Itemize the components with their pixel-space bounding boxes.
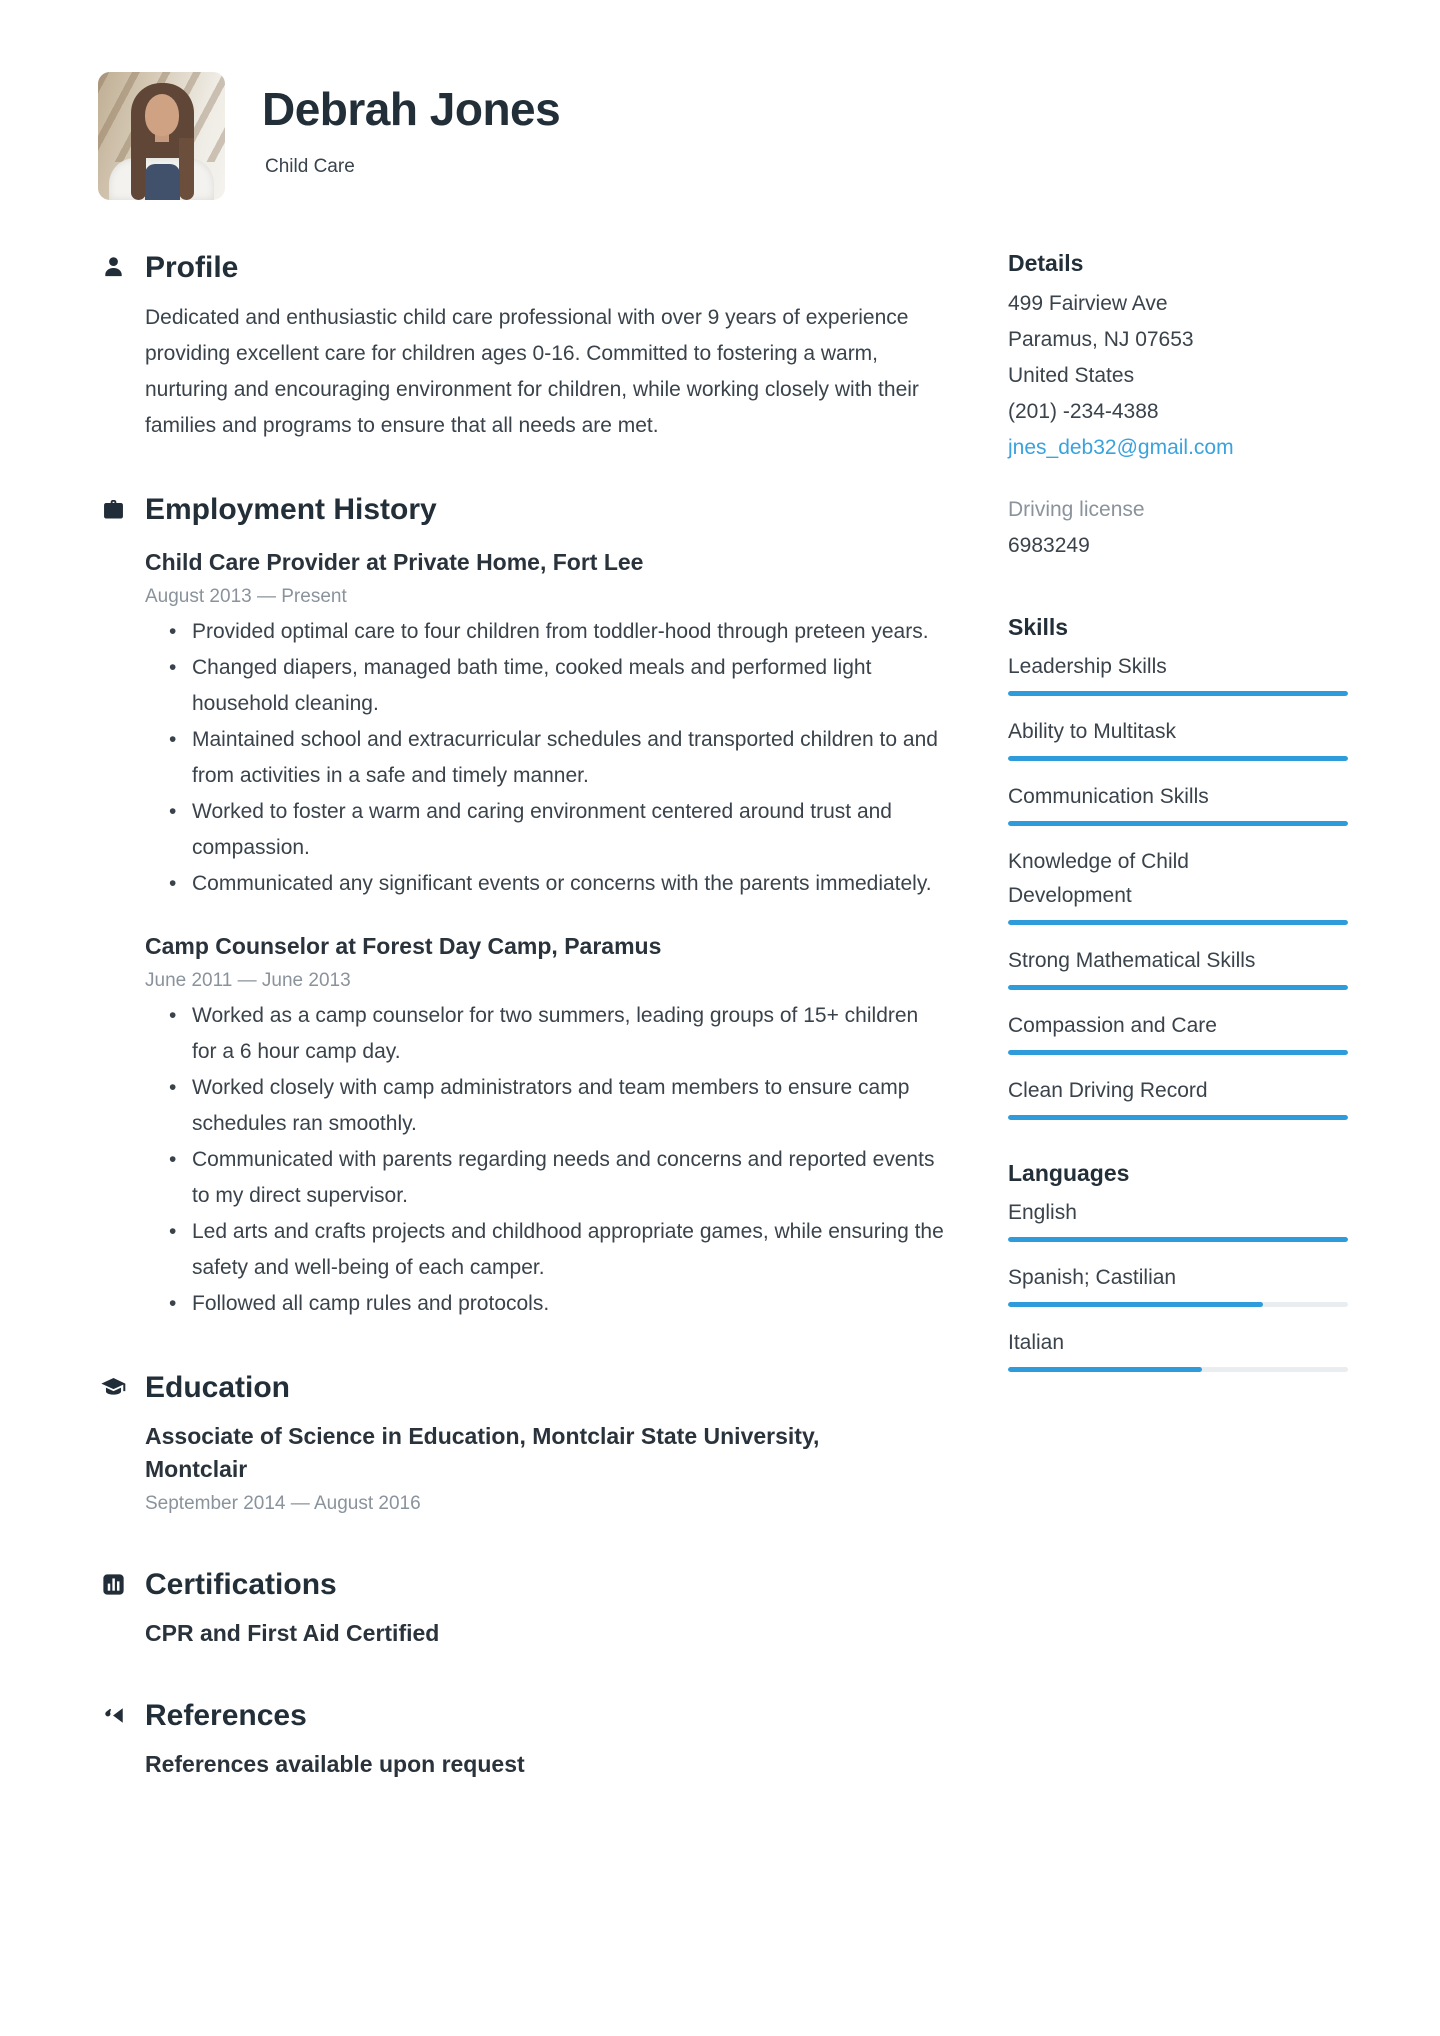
profile-title: Profile <box>145 251 239 284</box>
skill-item: Ability to Multitask <box>1008 715 1348 761</box>
address-line-1: 499 Fairview Ave <box>1008 292 1168 315</box>
language-bar <box>1008 1302 1348 1307</box>
graduation-cap-icon <box>100 1370 145 1519</box>
candidate-role: Child Care <box>265 156 355 177</box>
job-bullet: • Provided optimal care to four children from toddler-hood through preteen years. <box>145 614 945 650</box>
skill-item: Knowledge of Child Development <box>1008 845 1348 925</box>
job-bullet: • Maintained school and extracurricular schedules and transported children to and from activities in a safe and timely manner. <box>145 722 945 794</box>
job-bullet: • Led arts and crafts projects and childhood appropriate games, while ensuring the safety and well-being of each camper. <box>145 1214 945 1286</box>
address-country: United States <box>1008 364 1135 387</box>
references-title: References <box>145 1699 307 1732</box>
profile-photo <box>98 72 225 200</box>
skill-bar <box>1008 1050 1348 1055</box>
driving-license-label: Driving license <box>1008 498 1145 521</box>
job-entry <box>145 546 945 902</box>
section-references <box>100 1698 945 1781</box>
references-text: References available upon request <box>145 1751 525 1777</box>
sidebar <box>1008 250 1348 1391</box>
job-title: Camp Counselor at Forest Day Camp, Paramus <box>145 933 662 959</box>
skill-bar <box>1008 756 1348 761</box>
job-bullet: • Worked to foster a warm and caring environment centered around trust and compassion. <box>145 794 945 866</box>
job-bullet: • Worked closely with camp administrators and team members to ensure camp schedules ran smoothly. <box>145 1070 945 1142</box>
section-profile <box>100 250 945 444</box>
section-certifications <box>100 1567 945 1650</box>
job-bullet: • Communicated with parents regarding needs and concerns and reported events to my direct supervisor. <box>145 1142 945 1214</box>
skill-item: Leadership Skills <box>1008 650 1348 696</box>
phone-number: (201) -234-4388 <box>1008 400 1159 423</box>
job-bullet: • Worked as a camp counselor for two summers, leading groups of 15+ children for a 6 hour camp day. <box>145 998 945 1070</box>
chart-badge-icon <box>100 1567 145 1650</box>
language-item: Italian <box>1008 1326 1348 1372</box>
driving-license-block <box>1008 492 1348 564</box>
main-column <box>100 250 945 1829</box>
skill-item: Clean Driving Record <box>1008 1074 1348 1120</box>
skill-bar <box>1008 691 1348 696</box>
job-bullet: • Changed diapers, managed bath time, cooked meals and performed light household cleaning. <box>145 650 945 722</box>
job-period: August 2013 — Present <box>145 586 347 607</box>
driving-license-number: 6983249 <box>1008 534 1090 557</box>
address-line-2: Paramus, NJ 07653 <box>1008 328 1194 351</box>
person-icon <box>100 250 145 444</box>
language-item: English <box>1008 1196 1348 1242</box>
skill-bar <box>1008 821 1348 826</box>
details-title: Details <box>1008 250 1084 276</box>
job-bullet: • Communicated any significant events or concerns with the parents immediately. <box>145 866 945 902</box>
section-education <box>100 1370 945 1519</box>
skills-title: Skills <box>1008 614 1069 640</box>
profile-text: Dedicated and enthusiastic child care professional with over 9 years of experience providing excellent care for children ages 0-16. Committed to fostering a warm, nurturing and encouraging environment for children, while working closely with their families and programs to ensure that all needs are met. <box>145 306 919 437</box>
certification-item: CPR and First Aid Certified <box>145 1620 440 1646</box>
section-employment <box>100 492 945 1322</box>
job-title: Child Care Provider at Private Home, Fort Lee <box>145 549 644 575</box>
skill-bar <box>1008 985 1348 990</box>
education-degree: Associate of Science in Education, Montclair State University, Montclair <box>145 1423 820 1482</box>
education-title: Education <box>145 1371 291 1404</box>
quote-icon <box>100 1698 145 1781</box>
language-bar <box>1008 1237 1348 1242</box>
job-period: June 2011 — June 2013 <box>145 970 351 991</box>
skill-item: Communication Skills <box>1008 780 1348 826</box>
certifications-title: Certifications <box>145 1568 337 1601</box>
briefcase-icon <box>100 492 145 1322</box>
skill-bar <box>1008 920 1348 925</box>
languages-block <box>1008 1160 1348 1372</box>
job-bullets <box>145 614 945 902</box>
languages-title: Languages <box>1008 1160 1130 1186</box>
skill-bar <box>1008 1115 1348 1120</box>
candidate-name: Debrah Jones <box>262 83 561 135</box>
language-bar <box>1008 1367 1348 1372</box>
education-period: September 2014 — August 2016 <box>145 1493 421 1514</box>
job-bullet: • Followed all camp rules and protocols. <box>145 1286 945 1322</box>
employment-title: Employment History <box>145 493 437 526</box>
job-entry <box>145 930 945 1322</box>
email-link[interactable]: jnes_deb32@gmail.com <box>1008 436 1234 459</box>
job-bullets <box>145 998 945 1322</box>
skills-block <box>1008 614 1348 1120</box>
skill-item: Compassion and Care <box>1008 1009 1348 1055</box>
skill-item: Strong Mathematical Skills <box>1008 944 1348 990</box>
language-item: Spanish; Castilian <box>1008 1261 1348 1307</box>
